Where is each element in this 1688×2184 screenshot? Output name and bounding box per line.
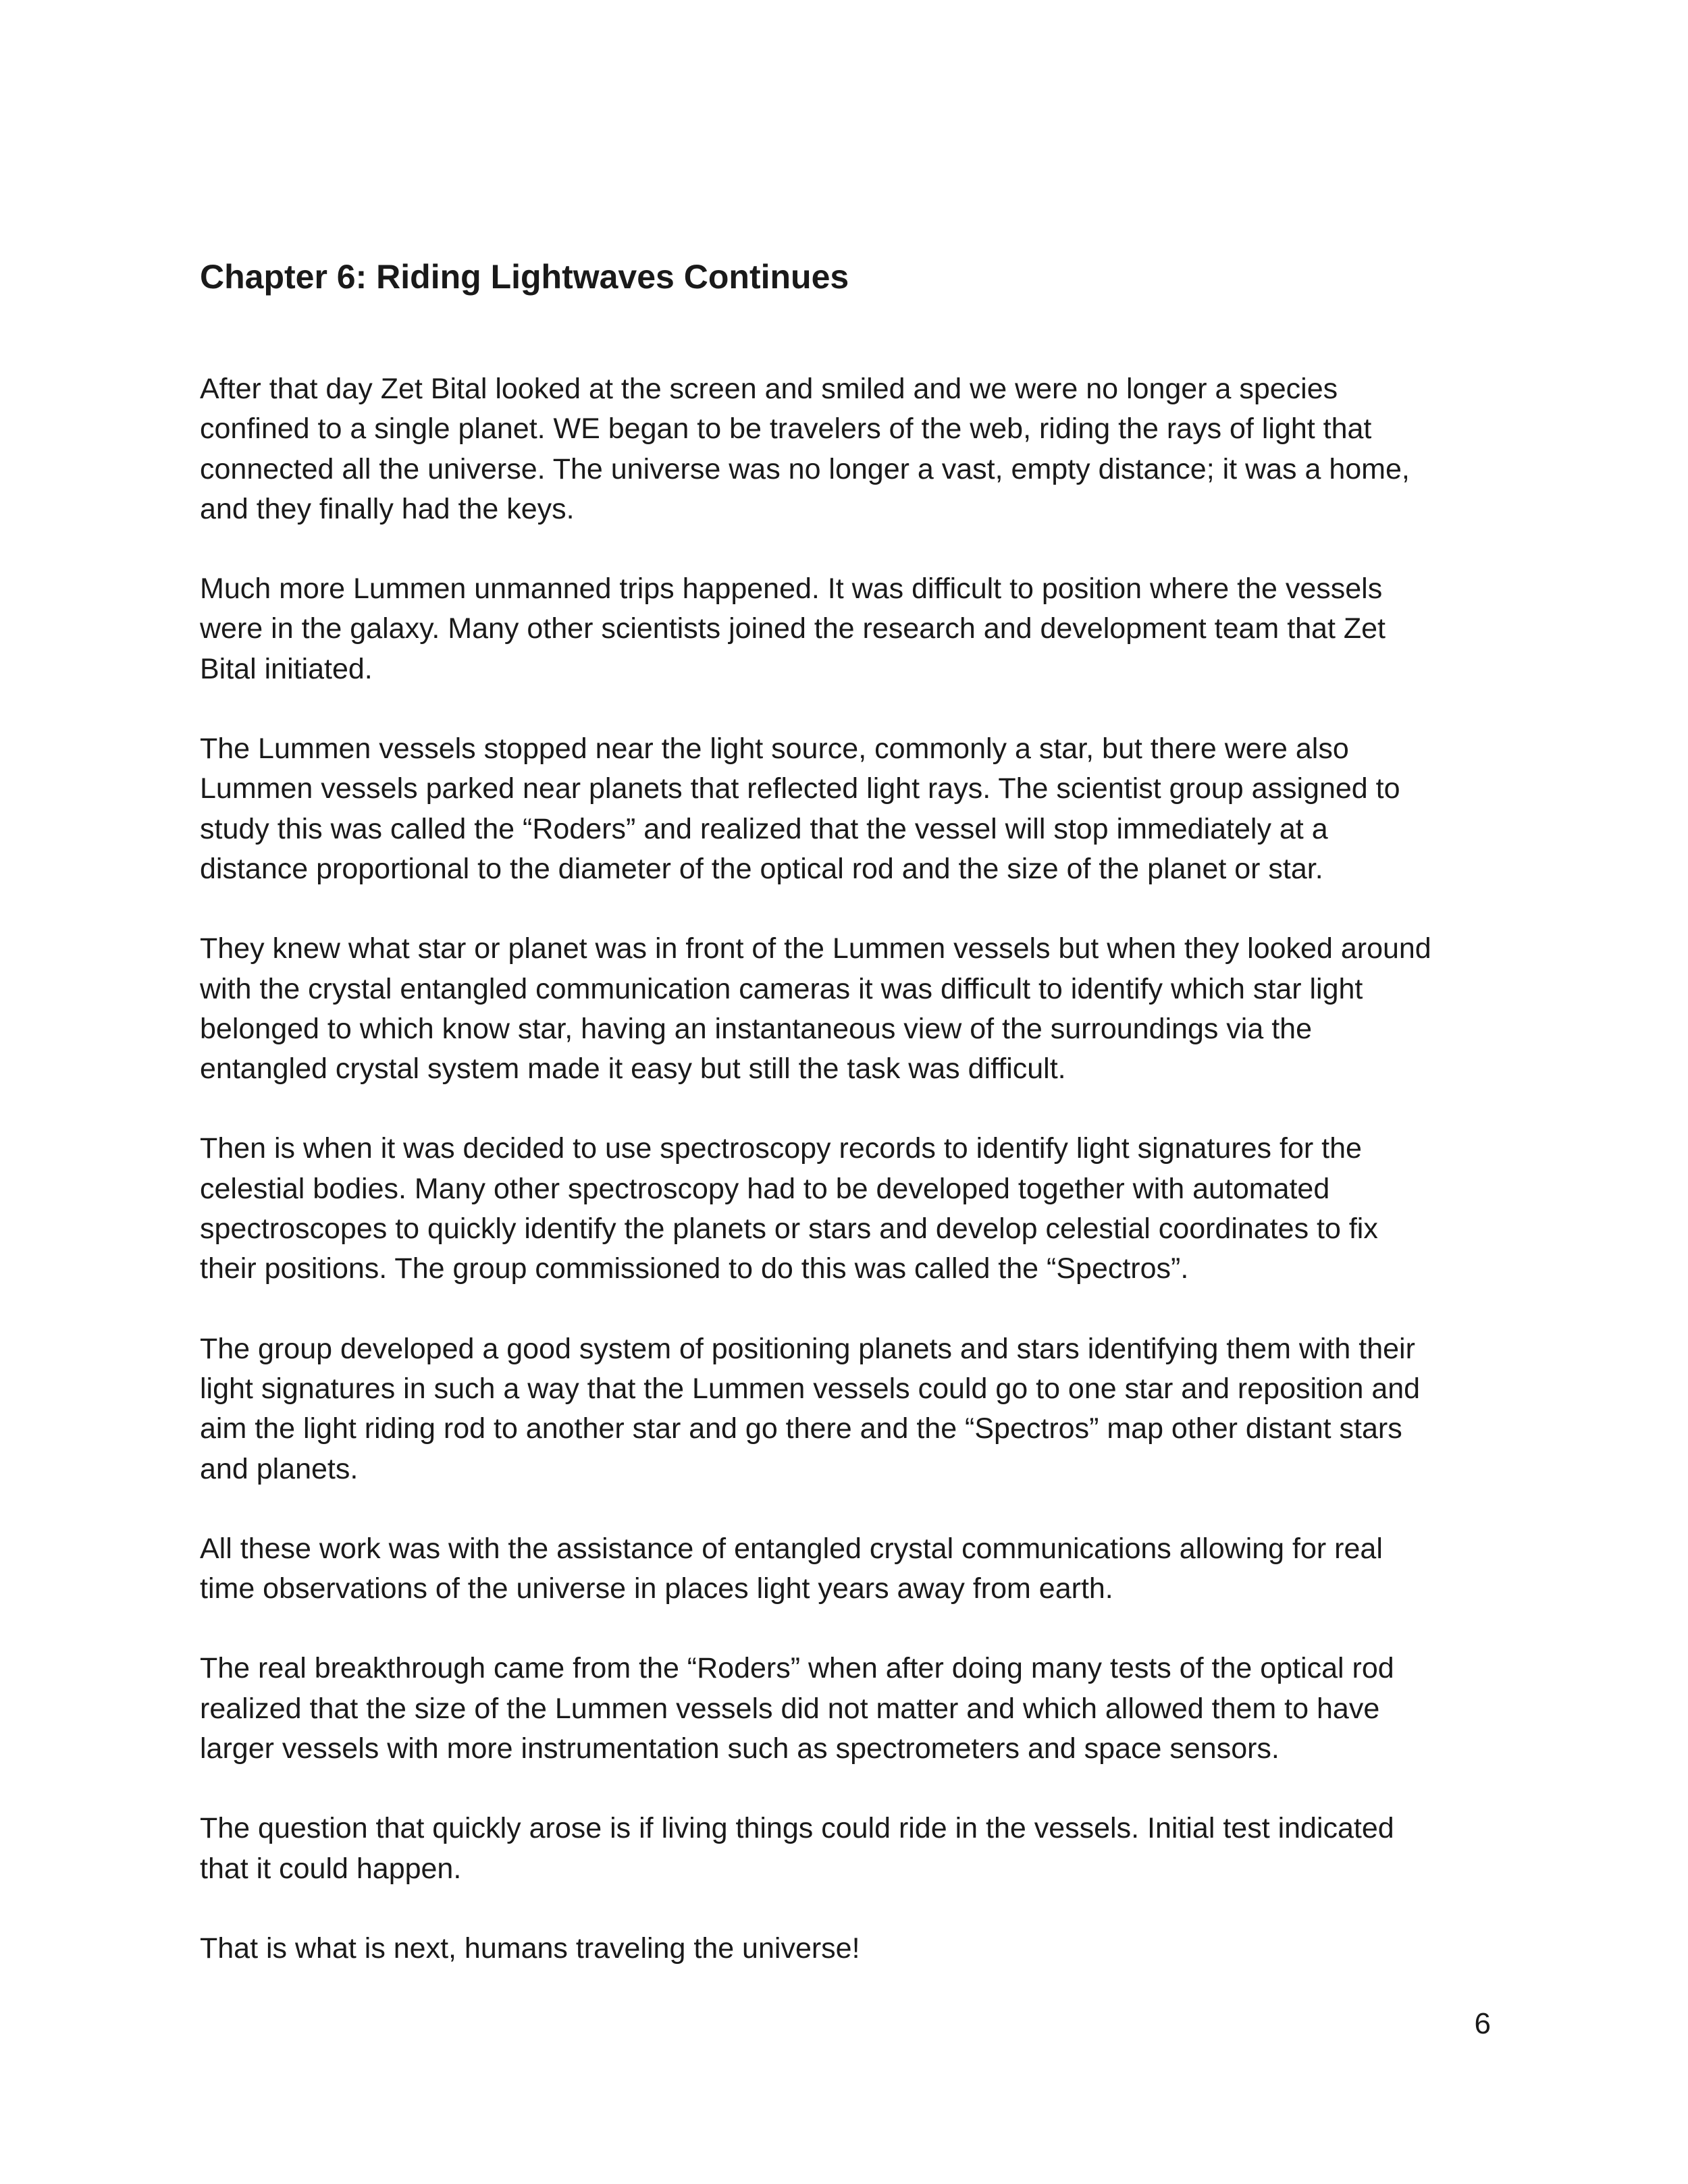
- text-line: larger vessels with more instrumentation such as spectrometers and space sensors.: [200, 1732, 1280, 1765]
- paragraph: [200, 1649, 1503, 1769]
- paragraph: [200, 1329, 1503, 1489]
- text-line: They knew what star or planet was in front of the Lummen vessels but when they looked around: [200, 932, 1431, 965]
- page-content: [200, 257, 1503, 2008]
- paragraph: [200, 1809, 1503, 1889]
- text-line: That is what is next, humans traveling the universe!: [200, 1932, 860, 1965]
- text-line: were in the galaxy. Many other scientists joined the research and development team that Zet: [200, 612, 1386, 645]
- text-line: and planets.: [200, 1452, 359, 1485]
- text-line: All these work was with the assistance of entangled crystal communications allowing for real: [200, 1532, 1383, 1565]
- text-line: entangled crystal system made it easy but still the task was difficult.: [200, 1053, 1066, 1086]
- text-line: The Lummen vessels stopped near the light source, commonly a star, but there were also: [200, 733, 1349, 766]
- text-line: time observations of the universe in places light years away from earth.: [200, 1572, 1113, 1605]
- text-line: realized that the size of the Lummen vessels did not matter and which allowed them to have: [200, 1692, 1380, 1725]
- text-line: confined to a single planet. WE began to be travelers of the web, riding the rays of light that: [200, 412, 1372, 446]
- text-line: their positions. The group commissioned to do this was called the “Spectros”.: [200, 1252, 1189, 1285]
- chapter-title: Chapter 6: Riding Lightwaves Continues: [200, 258, 849, 296]
- text-line: celestial bodies. Many other spectroscopy had to be developed together with automated: [200, 1172, 1330, 1205]
- body-text: [200, 369, 1503, 1969]
- text-line: and they finally had the keys.: [200, 492, 575, 525]
- text-line: distance proportional to the diameter of the optical rod and the size of the planet or star.: [200, 852, 1323, 885]
- text-line: The group developed a good system of positioning planets and stars identifying them with their: [200, 1332, 1415, 1365]
- paragraph: [200, 1529, 1503, 1609]
- text-line: connected all the universe. The universe was no longer a vast, empty distance; it was a home,: [200, 452, 1410, 485]
- text-line: that it could happen.: [200, 1852, 462, 1885]
- paragraph: [200, 1129, 1503, 1289]
- text-line: belonged to which know star, having an instantaneous view of the surroundings via the: [200, 1012, 1312, 1045]
- paragraph: [200, 1929, 1503, 1969]
- text-line: with the crystal entangled communication cameras it was difficult to identify which star light: [200, 972, 1363, 1005]
- paragraph: [200, 369, 1503, 529]
- text-line: Then is when it was decided to use spectroscopy records to identify light signatures for the: [200, 1132, 1362, 1165]
- paragraph: [200, 929, 1503, 1089]
- text-line: aim the light riding rod to another star and go there and the “Spectros” map other distant stars: [200, 1412, 1402, 1445]
- text-line: Bital initiated.: [200, 652, 373, 685]
- text-line: After that day Zet Bital looked at the screen and smiled and we were no longer a species: [200, 373, 1338, 405]
- text-line: Much more Lummen unmanned trips happened. It was difficult to position where the vessels: [200, 572, 1383, 606]
- text-line: study this was called the “Roders” and realized that the vessel will stop immediately at a: [200, 812, 1328, 845]
- text-line: The real breakthrough came from the “Roders” when after doing many tests of the optical rod: [200, 1652, 1394, 1685]
- text-line: Lummen vessels parked near planets that reflected light rays. The scientist group assigned to: [200, 772, 1400, 805]
- page-number: 6: [1474, 2007, 1491, 2040]
- text-line: light signatures in such a way that the Lummen vessels could go to one star and reposition and: [200, 1372, 1421, 1405]
- paragraph: [200, 569, 1503, 689]
- text-line: spectroscopes to quickly identify the planets or stars and develop celestial coordinates to fix: [200, 1213, 1378, 1246]
- text-line: The question that quickly arose is if living things could ride in the vessels. Initial test indicated: [200, 1812, 1394, 1845]
- paragraph: [200, 729, 1503, 889]
